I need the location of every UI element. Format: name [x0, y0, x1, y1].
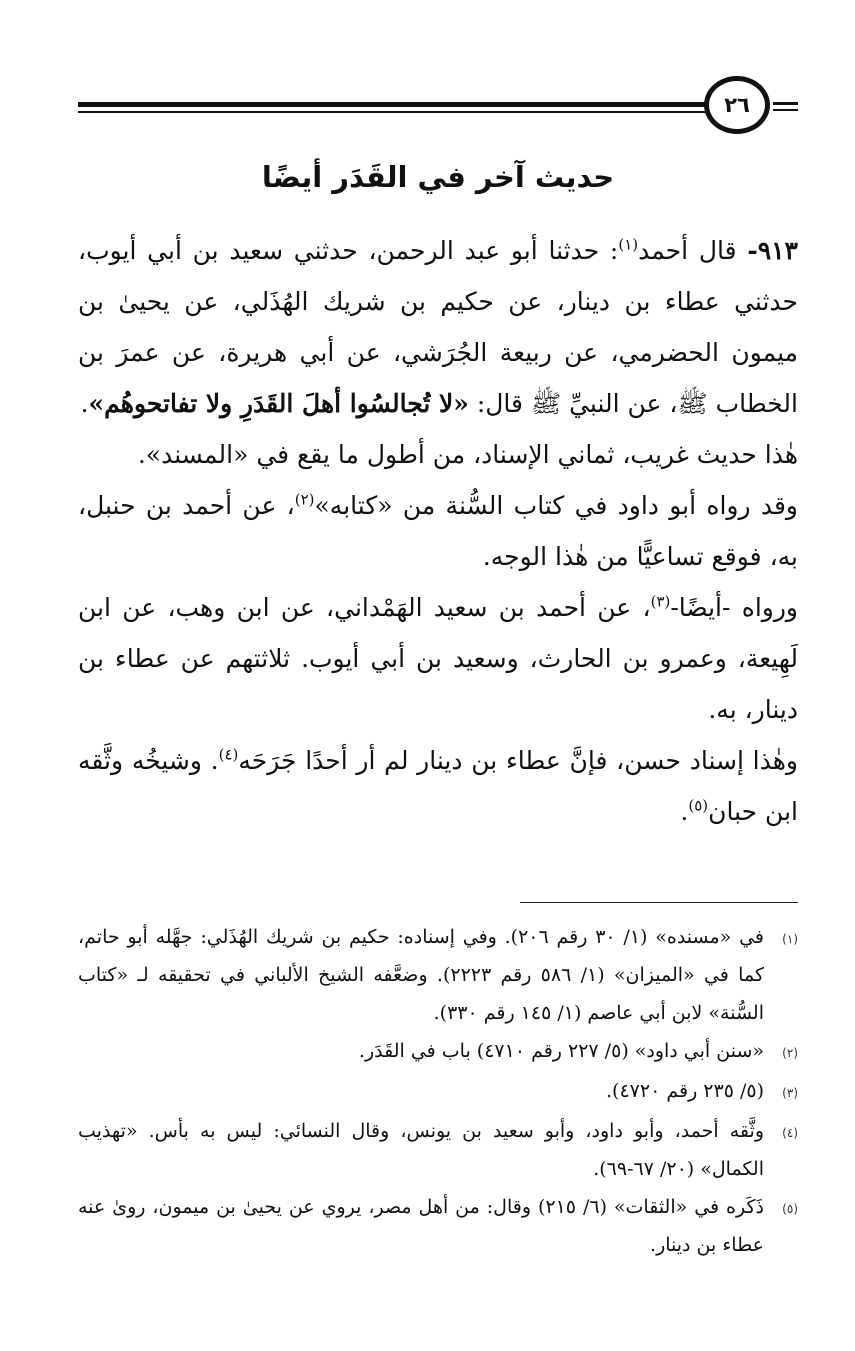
footnote-separator — [520, 902, 798, 903]
text-span: وهٰذا إسناد حسن، فإنَّ عطاء بن دينار لم أر أحدًا جَرَحَه — [238, 746, 798, 775]
footnote-marker: (٥) — [782, 1202, 798, 1216]
text-span: . — [680, 797, 689, 826]
footnote-marker: (٤) — [782, 1126, 798, 1140]
footnotes — [78, 918, 798, 1264]
paragraph-riwayah — [78, 582, 798, 735]
section-title: حديث آخر في القَدَر أيضًا — [261, 160, 615, 194]
footnote-item — [78, 1112, 798, 1188]
footnote-text: ذَكَره في «الثقات» (٦/ ٢١٥) وقال: من أهل مصر، يروي عن يحيىٰ بن ميمون، روىٰ عنه عطاء بن دينار. — [78, 1196, 764, 1256]
footnote-text: وثَّقه أحمد، وأبو داود، وأبو سعيد بن يونس، وقال النسائي: ليس به بأس. «تهذيب الكمال» (٢٠/ ٦٧-٦٩). — [78, 1120, 764, 1180]
text-span: ورواه -أيضًا- — [670, 593, 798, 622]
footnote-text: «سنن أبي داود» (٥/ ٢٢٧ رقم ٤٧١٠) باب في القَدَر. — [358, 1040, 764, 1062]
text-span: ، عن أحمد بن حنبل، به، فوقع تساعيًّا من هٰذا الوجه. — [78, 491, 798, 571]
text-span: وقد رواه أبو داود في كتاب السُّنة من «كتابه» — [314, 491, 798, 520]
text-span: . وشيخُه وثَّقه ابن حبان — [78, 746, 798, 826]
paragraph-isnad — [78, 735, 798, 837]
footnote-item — [78, 1032, 798, 1072]
text-span: : حدثنا أبو عبد الرحمن، حدثني سعيد بن أبي أيوب، حدثني عطاء بن دينار، عن حكيم بن شريك الهُذَلي، عن يحيىٰ بن ميمون الحضرمي، عن ربيعة الجُرَشي، عن أبي هريرة، عن عمرَ بن الخطاب ﷺ، عن النبيِّ ﷺ قال: — [78, 236, 798, 418]
footnote-text: في «مسنده» (١/ ٣٠ رقم ٢٠٦). وفي إسناده: حكيم بن شريك الهُذَلي: جهَّله أبو حاتم، كما في «الميزان» (١/ ٥٨٦ رقم ٢٢٢٣). وضعَّفه الشيخ الألباني في تحقيقه لـ «كتاب السُّنة» لابن أبي عاصم (١/ ١٤٥ رقم ٣٣٠). — [78, 926, 764, 1024]
paragraph-comment: هٰذا حديث غريب، ثماني الإسناد، من أطول ما يقع في «المسند». — [137, 440, 798, 469]
text-span: . — [80, 389, 89, 418]
hadith-number: ٩١٣- — [747, 236, 798, 265]
page-number: ٢٦ — [704, 76, 770, 134]
header-rule-right — [773, 102, 798, 105]
page-header — [78, 74, 798, 138]
footnote-marker: (١) — [782, 932, 798, 946]
text-span: قال أحمد — [638, 236, 748, 265]
paragraph-hadith — [78, 225, 798, 429]
header-rule-thick — [78, 102, 718, 107]
footnote-marker: (٢) — [782, 1046, 798, 1060]
footnote-text: (٥/ ٢٣٥ رقم ٤٧٢٠). — [606, 1080, 764, 1102]
footnote-ref[interactable]: (٥) — [688, 796, 709, 815]
header-rule-right-thin — [773, 109, 798, 111]
footnote-ref[interactable]: (٣) — [650, 592, 671, 611]
footnote-ref[interactable]: (١) — [618, 235, 639, 254]
footnote-marker: (٣) — [782, 1086, 798, 1100]
footnote-item — [78, 918, 798, 1032]
footnote-item — [78, 1188, 798, 1264]
text-span: ، عن أحمد بن سعيد الهَمْداني، عن ابن وهب، عن ابن لَهِيعة، وعمرو بن الحارث، وسعيد بن أبي أيوب. ثلاثتهم عن عطاء بن دينار، به. — [78, 593, 798, 724]
footnote-ref[interactable]: (٢) — [294, 490, 315, 509]
hadith-quote: «لا تُجالسُوا أهلَ القَدَرِ ولا تفاتحوهُم» — [88, 389, 469, 418]
main-text — [78, 225, 798, 837]
footnote-item — [78, 1072, 798, 1112]
footnote-ref[interactable]: (٤) — [218, 745, 239, 764]
paragraph-abudawud — [78, 480, 798, 582]
header-rule-thin — [78, 111, 718, 113]
